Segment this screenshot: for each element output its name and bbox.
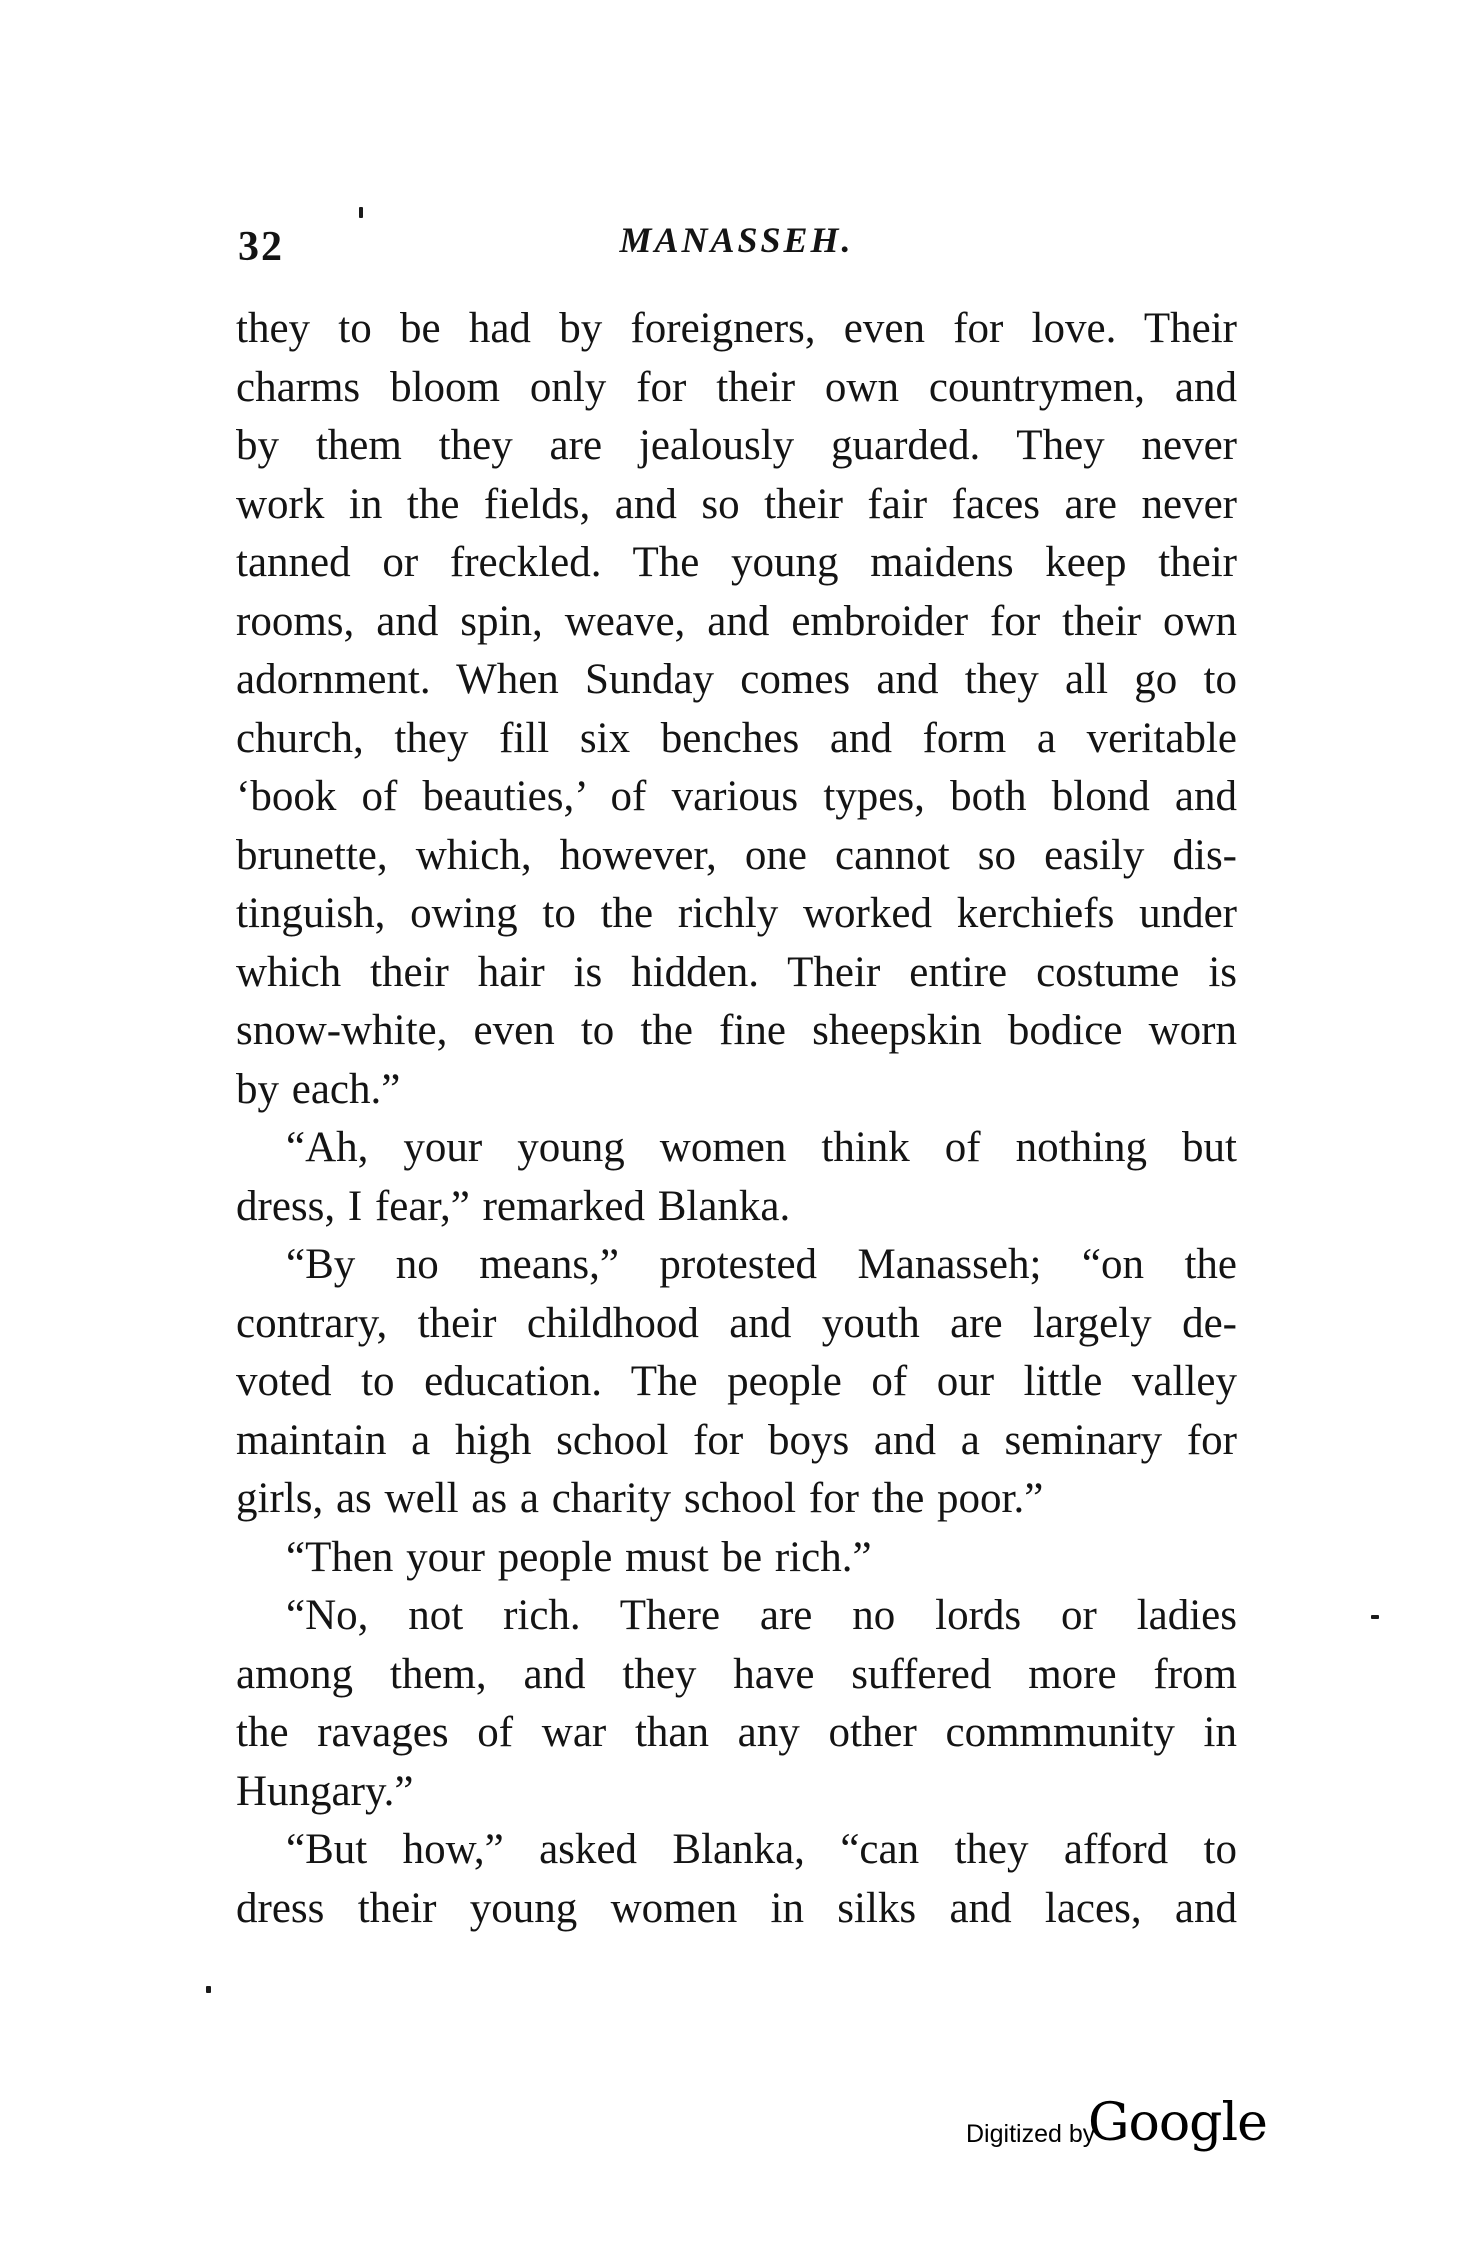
text-line: they to be had by foreigners, even for love. Their <box>236 305 1237 352</box>
text-line: girls, as well as a charity school for the poor.” <box>236 1475 1044 1522</box>
text-line: “No, not rich. There are no lords or ladies <box>286 1592 1237 1639</box>
text-line: dress their young women in silks and laces, and <box>236 1884 1237 1932</box>
running-title: MANASSEH. <box>619 220 854 260</box>
text-line: “Then your people must be rich.” <box>286 1533 872 1581</box>
text-line: voted to education. The people of our little valley <box>236 1358 1237 1405</box>
text-line: adornment. When Sunday comes and they all go to <box>236 656 1237 703</box>
scan-speck <box>359 207 363 218</box>
scan-speck <box>206 1986 211 1993</box>
text-line: “Ah, your young women think of nothing but <box>286 1124 1237 1171</box>
text-line: tinguish, owing to the richly worked kerchiefs under <box>236 890 1237 937</box>
scan-speck <box>1371 1615 1379 1619</box>
page-number: 32 <box>238 224 284 270</box>
text-line: “By no means,” protested Manasseh; “on the <box>286 1241 1237 1288</box>
text-line: church, they fill six benches and form a veritable <box>236 714 1237 762</box>
text-line: which their hair is hidden. Their entire costume is <box>236 948 1237 996</box>
text-line: among them, and they have suffered more from <box>236 1650 1237 1698</box>
text-line: ‘book of beauties,’ of various types, both blond and <box>236 773 1237 820</box>
body-text <box>236 300 1237 1938</box>
digitized-by-label: Digitized by <box>966 2120 1096 2148</box>
text-line: dress, I fear,” remarked Blanka. <box>236 1182 791 1230</box>
text-line: snow-white, even to the fine sheepskin bodice worn <box>236 1007 1237 1054</box>
text-line: by each.” <box>236 1065 401 1113</box>
text-line: the ravages of war than any other commmunity in <box>236 1709 1237 1756</box>
text-line: rooms, and spin, weave, and embroider for their own <box>236 597 1237 645</box>
text-line: maintain a high school for boys and a seminary for <box>236 1416 1237 1464</box>
text-line: charms bloom only for their own countrymen, and <box>236 363 1237 411</box>
text-line: tanned or freckled. The young maidens keep their <box>236 539 1237 586</box>
text-line: Hungary.” <box>236 1767 414 1815</box>
google-logo: Google <box>1088 2093 1267 2153</box>
text-line: brunette, which, however, one cannot so easily dis- <box>236 831 1237 879</box>
text-line: by them they are jealously guarded. They never <box>236 422 1237 469</box>
text-line: “But how,” asked Blanka, “can they afford to <box>286 1826 1237 1873</box>
text-line: contrary, their childhood and youth are largely de- <box>236 1299 1237 1347</box>
text-line: work in the fields, and so their fair faces are never <box>236 480 1237 528</box>
